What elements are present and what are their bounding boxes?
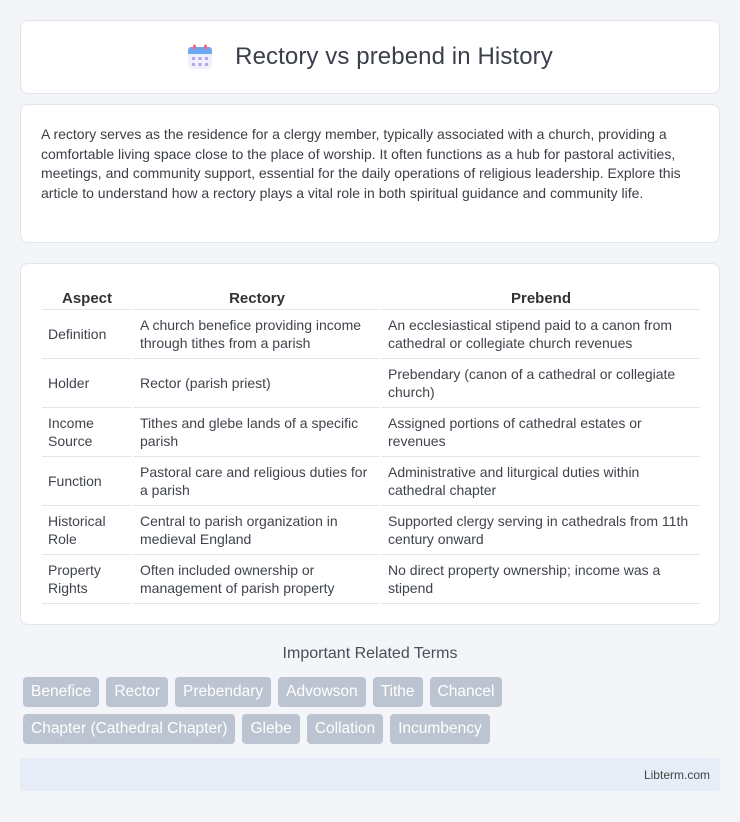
comparison-card xyxy=(20,263,720,625)
comparison-table xyxy=(42,286,700,604)
intro-card xyxy=(20,104,720,243)
tag-collation[interactable]: Collation xyxy=(307,714,383,744)
cell-prebend: Prebendary (canon of a cathedral or collegiate church) xyxy=(381,358,700,407)
tag-tithe[interactable]: Tithe xyxy=(373,677,423,707)
footer-site-link[interactable]: Libterm.com xyxy=(643,767,710,782)
footer xyxy=(20,758,720,791)
cell-prebend: Administrative and liturgical duties within cathedral chapter xyxy=(381,456,700,505)
table-header-row xyxy=(42,286,700,309)
tag-chapter[interactable]: Chapter (Cathedral Chapter) xyxy=(23,714,235,744)
title-card xyxy=(20,20,720,94)
cell-prebend: No direct property ownership; income was a stipend xyxy=(381,554,700,603)
tag-row-1 xyxy=(23,677,723,707)
header-prebend: Prebend xyxy=(381,286,700,309)
table-row xyxy=(42,456,700,505)
cell-prebend: Supported clergy serving in cathedrals from 11th century onward xyxy=(381,505,700,554)
tag-benefice[interactable]: Benefice xyxy=(23,677,99,707)
cell-prebend: An ecclesiastical stipend paid to a canon from cathedral or collegiate church revenues xyxy=(381,309,700,358)
tag-advowson[interactable]: Advowson xyxy=(278,677,366,707)
header-aspect: Aspect xyxy=(61,289,113,307)
cell-rectory: Tithes and glebe lands of a specific parish xyxy=(133,407,381,456)
table-row xyxy=(42,407,700,456)
header-rectory: Rectory xyxy=(133,286,381,309)
cell-rectory: A church benefice providing income through tithes from a parish xyxy=(133,309,381,358)
table-row xyxy=(42,358,700,407)
intro-text: A rectory serves as the residence for a clergy member, typically associated with a church, providing a comfortable living space close to the place of worship. It often functions as a hub for pastoral activities, meetings, and community support, essential for the daily operations of religious leadership. Explore this article to understand how a rectory plays a vital role in both spiritual guidance and community life. xyxy=(41,126,681,201)
calendar-icon xyxy=(187,44,213,70)
cell-rectory: Central to parish organization in medieval England xyxy=(133,505,381,554)
tag-rector[interactable]: Rector xyxy=(106,677,168,707)
related-terms xyxy=(23,677,723,751)
table-row xyxy=(42,554,700,603)
tag-incumbency[interactable]: Incumbency xyxy=(390,714,490,744)
cell-rectory: Pastoral care and religious duties for a parish xyxy=(133,456,381,505)
cell-aspect: Historical Role xyxy=(42,505,133,554)
title-wrap xyxy=(187,43,553,71)
tag-glebe[interactable]: Glebe xyxy=(242,714,299,744)
cell-aspect: Function xyxy=(42,456,133,505)
cell-aspect: Property Rights xyxy=(42,554,133,603)
cell-aspect: Holder xyxy=(42,358,133,407)
tag-row-2 xyxy=(23,714,723,744)
cell-aspect: Definition xyxy=(42,309,133,358)
table-row xyxy=(42,309,700,358)
page-title: Rectory vs prebend in History xyxy=(235,43,553,70)
cell-prebend: Assigned portions of cathedral estates or revenues xyxy=(381,407,700,456)
tag-chancel[interactable]: Chancel xyxy=(430,677,503,707)
cell-rectory: Rector (parish priest) xyxy=(133,358,381,407)
related-terms-title: Important Related Terms xyxy=(282,645,458,662)
tag-prebendary[interactable]: Prebendary xyxy=(175,677,271,707)
cell-aspect: Income Source xyxy=(42,407,133,456)
cell-rectory: Often included ownership or management of parish property xyxy=(133,554,381,603)
table-row xyxy=(42,505,700,554)
